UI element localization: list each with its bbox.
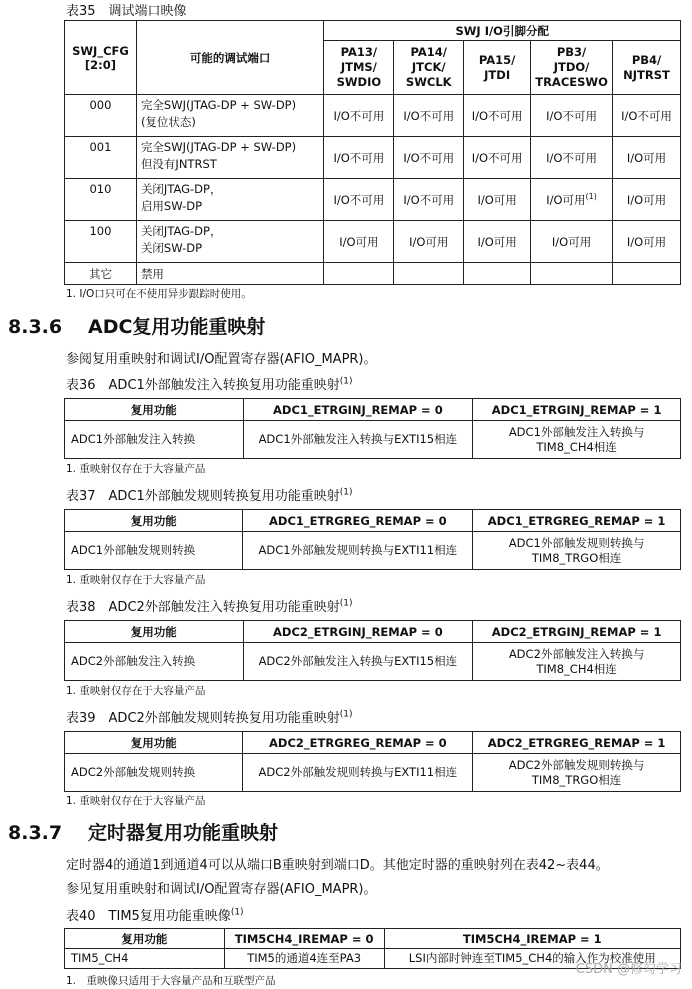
table36-caption: 表36 ADC1外部触发注入转换复用功能重映射$^{(1)}$ (66, 376, 353, 393)
table36-note: 1. 重映射仅存在于大容量产品 (66, 463, 206, 475)
table40-caption: 表40 TIM5复用功能重映像$^{(1)}$ (66, 907, 244, 924)
table40: 复用功能 TIM5CH4_IREMAP = 0 TIM5CH4_IREMAP = 1 TIM5_CH4 TIM5的通道4连至PA3 LSI内部时钟连至TIM5_CH4的输入作为校准使用 (64, 928, 681, 969)
watermark: CSDN @修勾学习 (575, 962, 682, 977)
pin-header-pb4: PB4/ NJTRST (613, 41, 681, 95)
table-row: ADC1外部触发规则转换 ADC1外部触发规则转换与EXTI11相连 ADC1外部触发规则转换与 TIM8_TRGO相连 (65, 532, 681, 570)
debug-port-header: 可能的调试端口 (136, 21, 323, 95)
pin-header-pb3: PB3/ JTDO/ TRACESWO (531, 41, 613, 95)
pin-header-pa13: PA13/ JTMS/ SWDIO (324, 41, 394, 95)
table-row: ADC2外部触发注入转换 ADC2外部触发注入转换与EXTI15相连 ADC2外部触发注入转换与 TIM8_CH4相连 (65, 643, 681, 681)
table-row: 001 完全SWJ(JTAG-DP + SW-DP) 但没有JNTRST I/O不可用 I/O不可用 I/O不可用 I/O不可用 I/O可用 (65, 137, 681, 179)
section-8-3-7-paragraph-1: 定时器4的通道1到通道4可以从端口B重映射到端口D。其他定时器的重映射列在表42~表44。 (66, 858, 609, 873)
section-heading-8-3-7: 8.3.7 定时器复用功能重映射 (8, 822, 279, 844)
swj-cfg-header: SWJ_CFG [2:0] (65, 21, 137, 95)
table-row: 010 关闭JTAG-DP， 启用SW-DP I/O不可用 I/O不可用 I/O可用 I/O可用$^{(1)}$ I/O可用 (65, 179, 681, 221)
table39-caption: 表39 ADC2外部触发规则转换复用功能重映射$^{(1)}$ (66, 709, 353, 726)
table38-note: 1. 重映射仅存在于大容量产品 (66, 685, 206, 697)
table-row: TIM5_CH4 TIM5的通道4连至PA3 LSI内部时钟连至TIM5_CH4的输入作为校准使用 (65, 949, 681, 969)
table37: 复用功能 ADC1_ETRGREG_REMAP = 0 ADC1_ETRGREG_REMAP = 1 ADC1外部触发规则转换 ADC1外部触发规则转换与EXTI11相连 ADC1外部触发规则转换与 TIM8_TRGO相连 (64, 509, 681, 570)
table37-note: 1. 重映射仅存在于大容量产品 (66, 574, 206, 586)
table35-caption: 表35 调试端口映像 (66, 4, 187, 19)
table-row: ADC2外部触发规则转换 ADC2外部触发规则转换与EXTI11相连 ADC2外部触发规则转换与 TIM8_TRGO相连 (65, 754, 681, 792)
section-8-3-7-paragraph-2: 参见复用重映射和调试I/O配置寄存器(AFIO_MAPR)。 (66, 882, 377, 897)
section-8-3-6-paragraph: 参阅复用重映射和调试I/O配置寄存器(AFIO_MAPR)。 (66, 352, 377, 367)
table35 (64, 20, 681, 285)
pin-header-pa15: PA15/ JTDI (464, 41, 531, 95)
table39-note: 1. 重映射仅存在于大容量产品 (66, 795, 206, 807)
table-row: 其它 禁用 (65, 263, 681, 285)
table39: 复用功能 ADC2_ETRGREG_REMAP = 0 ADC2_ETRGREG_REMAP = 1 ADC2外部触发规则转换 ADC2外部触发规则转换与EXTI11相连 ADC2外部触发规则转换与 TIM8_TRGO相连 (64, 731, 681, 792)
table36: 复用功能 ADC1_ETRGINJ_REMAP = 0 ADC1_ETRGINJ_REMAP = 1 ADC1外部触发注入转换 ADC1外部触发注入转换与EXTI15相连 ADC1外部触发注入转换与 TIM8_CH4相连 (64, 398, 681, 459)
table-row: ADC1外部触发注入转换 ADC1外部触发注入转换与EXTI15相连 ADC1外部触发注入转换与 TIM8_CH4相连 (65, 421, 681, 459)
section-heading-8-3-6: 8.3.6 ADC复用功能重映射 (8, 316, 266, 338)
table40-note: 1. 重映像只适用于大容量产品和互联型产品 (66, 975, 276, 987)
pin-header-pa14: PA14/ JTCK/ SWCLK (394, 41, 464, 95)
table38: 复用功能 ADC2_ETRGINJ_REMAP = 0 ADC2_ETRGINJ_REMAP = 1 ADC2外部触发注入转换 ADC2外部触发注入转换与EXTI15相连 ADC2外部触发注入转换与 TIM8_CH4相连 (64, 620, 681, 681)
table-row: 000 完全SWJ(JTAG-DP + SW-DP) (复位状态) I/O不可用 I/O不可用 I/O不可用 I/O不可用 I/O不可用 (65, 95, 681, 137)
table35-note: 1. I/O口只可在不使用异步跟踪时使用。 (66, 288, 252, 300)
table37-caption: 表37 ADC1外部触发规则转换复用功能重映射$^{(1)}$ (66, 487, 353, 504)
table-row: 100 关闭JTAG-DP， 关闭SW-DP I/O可用 I/O可用 I/O可用 I/O可用 I/O可用 (65, 221, 681, 263)
pin-assignment-header: SWJ I/O引脚分配 (324, 21, 681, 41)
table38-caption: 表38 ADC2外部触发注入转换复用功能重映射$^{(1)}$ (66, 598, 353, 615)
